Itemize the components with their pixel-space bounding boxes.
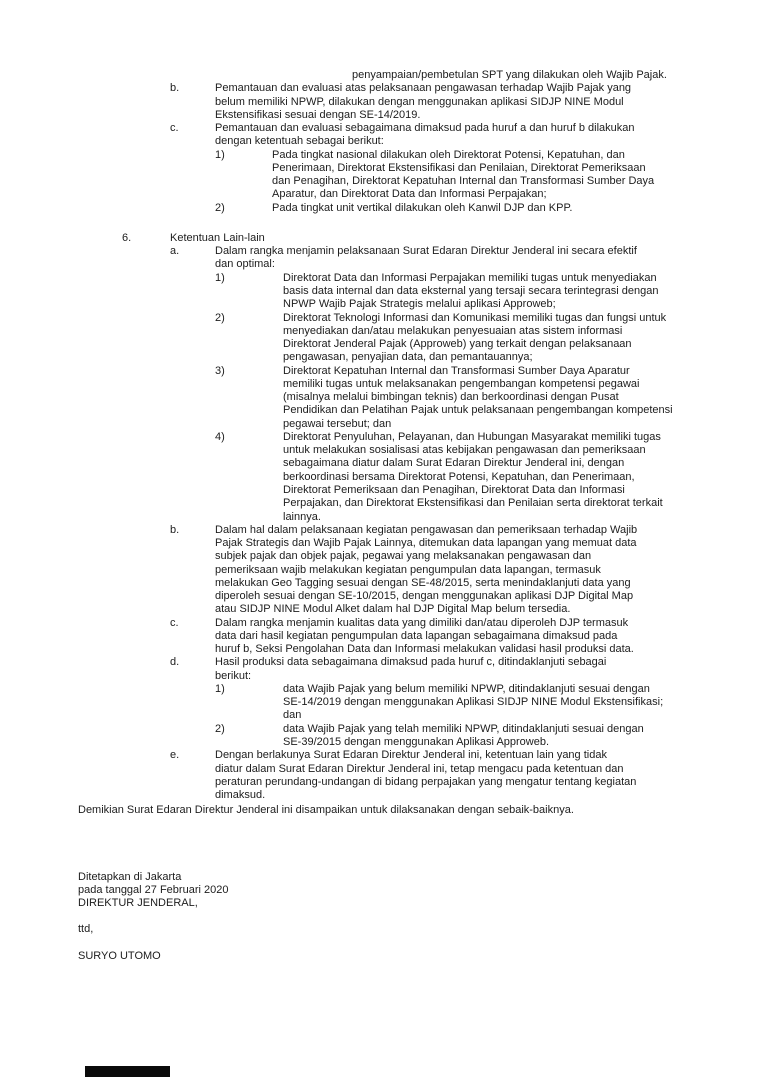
item-6a-2 (0, 312, 762, 365)
text-line (0, 162, 762, 175)
text-run: Direktorat Data dan Informasi Perpajakan memiliki tugas untuk menyediakan (283, 271, 657, 284)
text-run: Direktorat Penyuluhan, Pelayanan, dan Hubungan Masyarakat memiliki tugas (283, 430, 661, 443)
text-line (0, 950, 762, 963)
list-marker: 2) (215, 201, 225, 214)
text-line (0, 749, 762, 762)
text-line (0, 96, 762, 109)
text-line (0, 202, 762, 215)
item-6a-4 (0, 431, 762, 524)
text-line (0, 789, 762, 802)
text-run: berkoordinasi bersama Direktorat Potensi, Kepatuhan, dan Penerimaan, (283, 470, 635, 483)
text-line (0, 524, 762, 537)
text-run: Pada tingkat unit vertikal dilakukan oleh Kanwil DJP dan KPP. (272, 201, 573, 214)
text-line (0, 656, 762, 669)
text-line (0, 497, 762, 510)
text-run: pegawai tersebut; dan (283, 417, 392, 430)
list-marker: e. (170, 749, 180, 762)
text-line (0, 378, 762, 391)
text-line (0, 564, 762, 577)
text-run: SURYO UTOMO (78, 949, 161, 962)
text-run: Aparatur, dan Direktorat Data dan Informasi Perpajakan; (272, 188, 547, 201)
item-6a-1 (0, 272, 762, 312)
text-line (0, 82, 762, 95)
text-line (0, 232, 762, 245)
text-line (0, 511, 762, 524)
continuation-line (0, 69, 762, 82)
item-6c (0, 617, 762, 657)
text-run: Pada tingkat nasional dilakukan oleh Direktorat Potensi, Kepatuhan, dan (272, 148, 625, 161)
text-line (0, 109, 762, 122)
text-line (0, 258, 762, 271)
text-run: belum memiliki NPWP, dilakukan dengan menggunakan aplikasi SIDJP NINE Modul (215, 95, 624, 108)
text-line (0, 298, 762, 311)
text-line (0, 418, 762, 431)
text-line (0, 391, 762, 404)
text-run: untuk melakukan sosialisasi atas kebijakan pengawasan dan pemeriksaan (283, 444, 646, 457)
text-run: data dari hasil kegiatan pengumpulan data lapangan sebagaimana dimaksud pada (215, 629, 618, 642)
text-line (0, 537, 762, 550)
list-marker: 6. (122, 231, 132, 244)
text-run: Direktorat Jenderal Pajak (Approweb) yang terkait dengan pelaksanaan (283, 338, 632, 351)
list-marker: c. (170, 616, 179, 629)
text-run: dan optimal: (215, 258, 275, 271)
text-run: menyediakan dan/atau melakukan penyesuaian atas sistem informasi (283, 324, 623, 337)
text-line (0, 351, 762, 364)
signature-name (0, 950, 762, 963)
item-5c-1 (0, 149, 762, 202)
text-run: Pajak Strategis dan Wajib Pajak Lainnya, ditemukan data lapangan yang memuat data (215, 537, 637, 550)
text-line (0, 643, 762, 656)
item-6b (0, 524, 762, 617)
text-line (0, 550, 762, 563)
item-6a (0, 245, 762, 272)
closing-paragraph (0, 804, 762, 817)
text-line (0, 175, 762, 188)
text-line (0, 709, 762, 722)
list-marker: a. (170, 245, 180, 258)
text-line (0, 69, 762, 82)
list-marker: b. (170, 523, 180, 536)
text-run: dengan ketentuah sebagai berikut: (215, 135, 384, 148)
text-run: basis data internal dan data eksternal yang tersaji secara terintegrasi dengan (283, 284, 659, 297)
text-run: pengawasan, penyajian data, dan pemantauannya; (283, 351, 533, 364)
text-run: melakukan Geo Tagging sesuai dengan SE-48/2015, serta menindaklanjuti data yang (215, 576, 631, 589)
item-5b (0, 82, 762, 122)
text-line (0, 149, 762, 162)
text-run: SE-14/2019 dengan menggunakan Aplikasi SIDJP NINE Modul Ekstensifikasi; (283, 696, 664, 709)
text-line (0, 630, 762, 643)
text-run: Pemantauan dan evaluasi atas pelaksanaan pengawasan terhadap Wajib Pajak yang (215, 82, 632, 95)
text-line (0, 404, 762, 417)
text-run: data Wajib Pajak yang belum memiliki NPWP, ditindaklanjuti sesuai dengan (283, 682, 650, 695)
text-line (0, 923, 762, 936)
text-line (0, 245, 762, 258)
text-line (0, 763, 762, 776)
text-run: (misalnya melalui bimbingan teknis) dan berkoordinasi dengan Pusat (283, 391, 619, 404)
list-marker: 1) (215, 271, 225, 284)
text-run: Hasil produksi data sebagaimana dimaksud pada huruf c, ditindaklanjuti sebagai (215, 656, 607, 669)
text-run: SE-39/2015 dengan menggunakan Aplikasi Approweb. (283, 736, 550, 749)
text-run: dan (283, 709, 302, 722)
text-run: dimaksud. (215, 789, 266, 802)
text-run: Ketentuan Lain-lain (170, 231, 265, 244)
text-run: memiliki tugas untuk melaksanakan pengembangan kompetensi pegawai (283, 377, 640, 390)
text-run: diatur dalam Surat Edaran Direktur Jenderal ini, tetap mengacu pada ketentuan dan (215, 762, 624, 775)
item-5c (0, 122, 762, 149)
text-run: Direktorat Pemeriksaan dan Penagihan, Direktorat Data dan Informasi (283, 483, 625, 496)
text-run: Direktorat Kepatuhan Internal dan Transformasi Sumber Daya Aparatur (283, 364, 630, 377)
list-marker: 2) (215, 311, 225, 324)
text-line (0, 431, 762, 444)
list-marker: d. (170, 656, 180, 669)
text-line (0, 365, 762, 378)
text-run: lainnya. (283, 510, 321, 523)
text-run: Pemantauan dan evaluasi sebagaimana dimaksud pada huruf a dan huruf b dilakukan (215, 122, 635, 135)
text-line (0, 897, 762, 910)
footer-redaction-bar (85, 1066, 170, 1077)
text-run: pemeriksaan wajib melakukan kegiatan pengumpulan data lapangan, termasuk (215, 563, 601, 576)
text-line (0, 670, 762, 683)
item-6d (0, 656, 762, 683)
text-run: ttd, (78, 923, 94, 936)
text-line (0, 188, 762, 201)
list-marker: 4) (215, 430, 225, 443)
text-run: Ditetapkan di Jakarta (78, 870, 182, 883)
text-line (0, 723, 762, 736)
text-run: Perpajakan, dan Direktorat Ekstensifikasi dan Penilaian serta direktorat terkait (283, 497, 663, 510)
text-line (0, 338, 762, 351)
text-run: atau SIDJP NINE Modul Alket dalam hal DJP Digital Map belum tersedia. (215, 603, 571, 616)
text-run: penyampaian/pembetulan SPT yang dilakukan oleh Wajib Pajak. (352, 69, 667, 81)
item-6a-3 (0, 365, 762, 431)
text-line (0, 617, 762, 630)
list-marker: 2) (215, 722, 225, 735)
text-run: berikut: (215, 669, 252, 682)
text-run: pada tanggal 27 Februari 2020 (78, 883, 229, 896)
item-6e (0, 749, 762, 802)
list-marker: b. (170, 82, 180, 95)
list-marker: 1) (215, 148, 225, 161)
text-run: dan Penagihan, Direktorat Kepatuhan Internal dan Transformasi Sumber Daya (272, 175, 655, 188)
text-line (0, 696, 762, 709)
text-run: Dalam rangka menjamin pelaksanaan Surat Edaran Direktur Jenderal ini secara efektif (215, 245, 637, 258)
text-run: Ekstensifikasi sesuai dengan SE-14/2019. (215, 108, 421, 121)
text-line (0, 325, 762, 338)
text-run: NPWP Wajib Pajak Strategis melalui aplikasi Approweb; (283, 298, 556, 311)
text-run: DIREKTUR JENDERAL, (78, 897, 198, 910)
text-run: Dalam hal dalam pelaksanaan kegiatan pengawasan dan pemeriksaan terhadap Wajib (215, 523, 638, 536)
section-6-heading (0, 232, 762, 245)
text-run: Direktorat Teknologi Informasi dan Komunikasi memiliki tugas dan fungsi untuk (283, 311, 667, 324)
list-marker: 3) (215, 364, 225, 377)
text-line (0, 871, 762, 884)
text-line (0, 804, 762, 817)
item-6d-2 (0, 723, 762, 750)
text-run: Dengan berlakunya Surat Edaran Direktur Jenderal ini, ketentuan lain yang tidak (215, 749, 607, 762)
document-body (0, 69, 762, 963)
text-run: Penerimaan, Direktorat Ekstensifikasi dan Penilaian, Direktorat Pemeriksaan (272, 161, 646, 174)
text-line (0, 577, 762, 590)
signature-ttd (0, 923, 762, 936)
text-run: Demikian Surat Edaran Direktur Jenderal ini disampaikan untuk dilaksanakan dengan sebaik-baiknya. (78, 804, 574, 817)
text-run: data Wajib Pajak yang telah memiliki NPWP, ditindaklanjuti sesuai dengan (283, 722, 644, 735)
signature-place-date (0, 871, 762, 911)
text-run: diperoleh sesuai dengan SE-10/2015, dengan menggunakan aplikasi DJP Digital Map (215, 590, 634, 603)
text-line (0, 484, 762, 497)
text-line (0, 122, 762, 135)
text-run: peraturan perundang-undangan di bidang perpajakan yang mengatur tentang kegiatan (215, 775, 637, 788)
text-run: huruf b, Seksi Pengolahan Data dan Informasi melakukan validasi hasil produksi data. (215, 643, 634, 656)
text-run: sebagaimana diatur dalam Surat Edaran Direktur Jenderal ini, dengan (283, 457, 625, 470)
text-line (0, 884, 762, 897)
text-line (0, 444, 762, 457)
text-line (0, 272, 762, 285)
text-line (0, 285, 762, 298)
text-run: subjek pajak dan objek pajak, pegawai yang melaksanakan pengawasan dan (215, 550, 592, 563)
text-run: Pendidikan dan Pelatihan Pajak untuk pelaksanaan pengembangan kompetensi (283, 404, 673, 417)
text-line (0, 312, 762, 325)
text-line (0, 135, 762, 148)
text-line (0, 590, 762, 603)
text-line (0, 736, 762, 749)
text-line (0, 603, 762, 616)
text-line (0, 457, 762, 470)
list-marker: c. (170, 122, 179, 135)
text-run: Dalam rangka menjamin kualitas data yang dimiliki dan/atau diperoleh DJP termasuk (215, 616, 629, 629)
text-line (0, 683, 762, 696)
item-5c-2 (0, 202, 762, 215)
text-line (0, 471, 762, 484)
list-marker: 1) (215, 682, 225, 695)
text-line (0, 776, 762, 789)
item-6d-1 (0, 683, 762, 723)
